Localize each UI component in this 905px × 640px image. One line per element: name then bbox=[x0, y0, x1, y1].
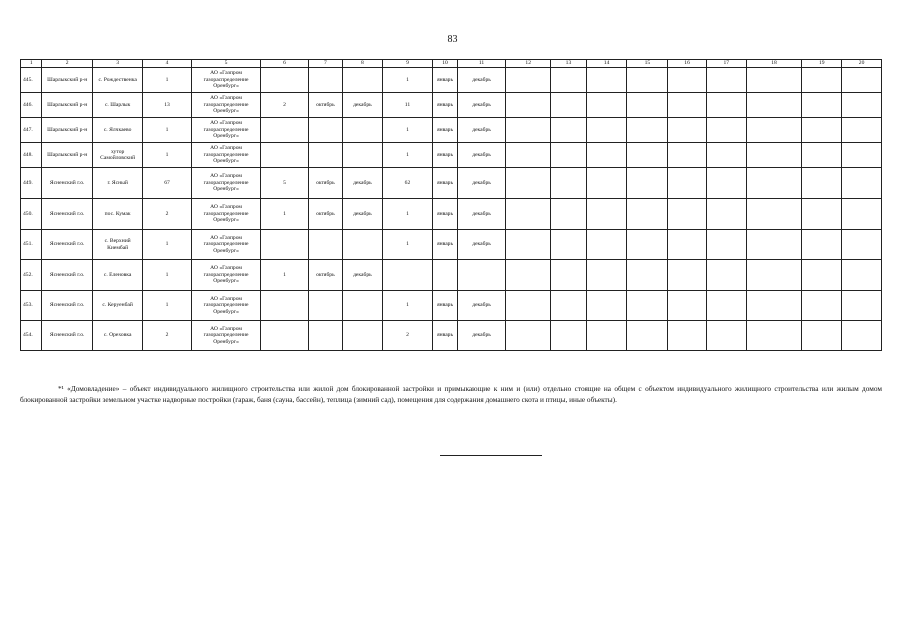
col8-cell bbox=[343, 68, 383, 93]
col11-cell: декабрь bbox=[457, 321, 505, 351]
header-cell: 18 bbox=[746, 60, 802, 68]
col11-cell: декабрь bbox=[457, 199, 505, 230]
quantity-cell: 13 bbox=[143, 93, 191, 118]
col10-cell: январь bbox=[433, 199, 458, 230]
settlement-cell: с. Верхний Киембай bbox=[92, 230, 142, 260]
header-cell: 1 bbox=[21, 60, 42, 68]
empty-cell bbox=[842, 68, 882, 93]
table-row bbox=[21, 118, 882, 143]
organization-cell: АО «Газпром газораспределение Оренбург» bbox=[191, 168, 261, 199]
empty-cell bbox=[506, 321, 551, 351]
empty-cell bbox=[706, 143, 746, 168]
empty-cell bbox=[802, 143, 842, 168]
table-row bbox=[21, 199, 882, 230]
empty-cell bbox=[706, 230, 746, 260]
district-cell: Ясненский г.о. bbox=[42, 260, 92, 291]
empty-cell bbox=[746, 321, 802, 351]
table-row bbox=[21, 168, 882, 199]
col6-cell bbox=[261, 321, 308, 351]
empty-cell bbox=[627, 168, 668, 199]
table-row bbox=[21, 291, 882, 321]
header-cell: 12 bbox=[506, 60, 551, 68]
empty-cell bbox=[842, 143, 882, 168]
footnote bbox=[20, 383, 882, 405]
empty-cell bbox=[802, 230, 842, 260]
row-number: 452. bbox=[21, 260, 42, 291]
col8-cell bbox=[343, 118, 383, 143]
empty-cell bbox=[746, 93, 802, 118]
settlement-cell: с. Еленовка bbox=[92, 260, 142, 291]
header-cell: 14 bbox=[586, 60, 627, 68]
col6-cell bbox=[261, 230, 308, 260]
quantity-cell: 2 bbox=[143, 199, 191, 230]
footnote-text: *¹ «Домовладение» – объект индивидуального жилищного строительства или жилой дом блокированной застройки и примыкающие к ним и (или) отдельно стоящие на общем с объектом индивидуального жилищного строительства или жилым домом блокированной застройки земельном участке надворные постройки (гараж, баня (сауна, бассейн), теплица (зимний сад), помещения для содержания домашнего скота и птицы, иные объекты). bbox=[20, 384, 882, 404]
empty-cell bbox=[802, 168, 842, 199]
empty-cell bbox=[746, 143, 802, 168]
col7-cell bbox=[308, 118, 342, 143]
col8-cell bbox=[343, 291, 383, 321]
col10-cell: январь bbox=[433, 68, 458, 93]
col8-cell bbox=[343, 321, 383, 351]
row-number: 450. bbox=[21, 199, 42, 230]
district-cell: Ясненский г.о. bbox=[42, 199, 92, 230]
col7-cell bbox=[308, 321, 342, 351]
settlement-cell: хутор Самойловский bbox=[92, 143, 142, 168]
empty-cell bbox=[706, 199, 746, 230]
col7-cell: октябрь bbox=[308, 260, 342, 291]
empty-cell bbox=[506, 291, 551, 321]
empty-cell bbox=[668, 230, 707, 260]
empty-cell bbox=[842, 291, 882, 321]
header-cell: 4 bbox=[143, 60, 191, 68]
row-number: 447. bbox=[21, 118, 42, 143]
col9-cell: 1 bbox=[382, 291, 432, 321]
col8-cell: декабрь bbox=[343, 199, 383, 230]
table-row bbox=[21, 93, 882, 118]
empty-cell bbox=[586, 199, 627, 230]
empty-cell bbox=[586, 118, 627, 143]
header-cell: 7 bbox=[308, 60, 342, 68]
empty-cell bbox=[706, 260, 746, 291]
empty-cell bbox=[586, 143, 627, 168]
header-cell: 19 bbox=[802, 60, 842, 68]
row-number: 449. bbox=[21, 168, 42, 199]
empty-cell bbox=[506, 230, 551, 260]
col8-cell: декабрь bbox=[343, 93, 383, 118]
empty-cell bbox=[842, 321, 882, 351]
closing-rule bbox=[440, 455, 542, 456]
table-row bbox=[21, 260, 882, 291]
settlement-cell: с. Шарлык bbox=[92, 93, 142, 118]
empty-cell bbox=[802, 93, 842, 118]
col10-cell: январь bbox=[433, 230, 458, 260]
empty-cell bbox=[586, 291, 627, 321]
col7-cell bbox=[308, 291, 342, 321]
col6-cell bbox=[261, 291, 308, 321]
empty-cell bbox=[746, 291, 802, 321]
col8-cell bbox=[343, 143, 383, 168]
col11-cell bbox=[457, 260, 505, 291]
district-cell: Шарлыкский р-н bbox=[42, 118, 92, 143]
col6-cell: 5 bbox=[261, 168, 308, 199]
empty-cell bbox=[746, 68, 802, 93]
empty-cell bbox=[842, 168, 882, 199]
organization-cell: АО «Газпром газораспределение Оренбург» bbox=[191, 118, 261, 143]
district-cell: Шарлыкский р-н bbox=[42, 68, 92, 93]
empty-cell bbox=[627, 260, 668, 291]
col6-cell bbox=[261, 68, 308, 93]
empty-cell bbox=[706, 321, 746, 351]
empty-cell bbox=[506, 93, 551, 118]
empty-cell bbox=[802, 321, 842, 351]
organization-cell: АО «Газпром газораспределение Оренбург» bbox=[191, 68, 261, 93]
col11-cell: декабрь bbox=[457, 143, 505, 168]
empty-cell bbox=[842, 118, 882, 143]
settlement-cell: г. Ясный bbox=[92, 168, 142, 199]
empty-cell bbox=[802, 68, 842, 93]
col11-cell: декабрь bbox=[457, 93, 505, 118]
col6-cell: 1 bbox=[261, 199, 308, 230]
empty-cell bbox=[802, 291, 842, 321]
row-number: 453. bbox=[21, 291, 42, 321]
col10-cell: январь bbox=[433, 291, 458, 321]
col8-cell bbox=[343, 230, 383, 260]
organization-cell: АО «Газпром газораспределение Оренбург» bbox=[191, 291, 261, 321]
quantity-cell: 1 bbox=[143, 260, 191, 291]
empty-cell bbox=[627, 143, 668, 168]
quantity-cell: 2 bbox=[143, 321, 191, 351]
table-row bbox=[21, 230, 882, 260]
col9-cell bbox=[382, 260, 432, 291]
empty-cell bbox=[746, 230, 802, 260]
col9-cell: 1 bbox=[382, 230, 432, 260]
empty-cell bbox=[586, 68, 627, 93]
header-row bbox=[21, 60, 882, 68]
empty-cell bbox=[586, 93, 627, 118]
header-cell: 11 bbox=[457, 60, 505, 68]
col6-cell bbox=[261, 143, 308, 168]
header-cell: 5 bbox=[191, 60, 261, 68]
col8-cell: декабрь bbox=[343, 260, 383, 291]
empty-cell bbox=[551, 291, 586, 321]
empty-cell bbox=[802, 199, 842, 230]
empty-cell bbox=[746, 118, 802, 143]
row-number: 448. bbox=[21, 143, 42, 168]
col10-cell: январь bbox=[433, 143, 458, 168]
empty-cell bbox=[586, 230, 627, 260]
col11-cell: декабрь bbox=[457, 230, 505, 260]
col9-cell: 11 bbox=[382, 93, 432, 118]
col7-cell bbox=[308, 143, 342, 168]
empty-cell bbox=[506, 168, 551, 199]
quantity-cell: 67 bbox=[143, 168, 191, 199]
district-cell: Шарлыкский р-н bbox=[42, 93, 92, 118]
header-cell: 13 bbox=[551, 60, 586, 68]
empty-cell bbox=[668, 143, 707, 168]
header-cell: 10 bbox=[433, 60, 458, 68]
settlement-cell: с. Керуенбай bbox=[92, 291, 142, 321]
col9-cell: 1 bbox=[382, 68, 432, 93]
empty-cell bbox=[668, 118, 707, 143]
col7-cell bbox=[308, 230, 342, 260]
col10-cell bbox=[433, 260, 458, 291]
empty-cell bbox=[506, 68, 551, 93]
empty-cell bbox=[551, 118, 586, 143]
organization-cell: АО «Газпром газораспределение Оренбург» bbox=[191, 321, 261, 351]
header-cell: 3 bbox=[92, 60, 142, 68]
settlement-cell: с. Ореховка bbox=[92, 321, 142, 351]
col11-cell: декабрь bbox=[457, 68, 505, 93]
empty-cell bbox=[586, 168, 627, 199]
empty-cell bbox=[627, 68, 668, 93]
col6-cell: 2 bbox=[261, 93, 308, 118]
empty-cell bbox=[706, 68, 746, 93]
empty-cell bbox=[506, 260, 551, 291]
header-cell: 20 bbox=[842, 60, 882, 68]
empty-cell bbox=[842, 93, 882, 118]
district-cell: Ясненский г.о. bbox=[42, 230, 92, 260]
settlement-cell: с. Ялчкаево bbox=[92, 118, 142, 143]
col9-cell: 1 bbox=[382, 118, 432, 143]
empty-cell bbox=[551, 260, 586, 291]
empty-cell bbox=[551, 143, 586, 168]
empty-cell bbox=[586, 321, 627, 351]
row-number: 454. bbox=[21, 321, 42, 351]
empty-cell bbox=[802, 118, 842, 143]
col7-cell: октябрь bbox=[308, 168, 342, 199]
empty-cell bbox=[668, 168, 707, 199]
district-cell: Ясненский г.о. bbox=[42, 168, 92, 199]
col7-cell: октябрь bbox=[308, 93, 342, 118]
empty-cell bbox=[551, 230, 586, 260]
col7-cell bbox=[308, 68, 342, 93]
empty-cell bbox=[551, 199, 586, 230]
quantity-cell: 1 bbox=[143, 118, 191, 143]
col9-cell: 2 bbox=[382, 321, 432, 351]
empty-cell bbox=[668, 321, 707, 351]
header-cell: 9 bbox=[382, 60, 432, 68]
empty-cell bbox=[706, 93, 746, 118]
gasification-schedule-table bbox=[20, 59, 882, 351]
empty-cell bbox=[668, 68, 707, 93]
empty-cell bbox=[706, 168, 746, 199]
empty-cell bbox=[802, 260, 842, 291]
col11-cell: декабрь bbox=[457, 168, 505, 199]
empty-cell bbox=[746, 199, 802, 230]
empty-cell bbox=[842, 260, 882, 291]
district-cell: Ясненский г.о. bbox=[42, 321, 92, 351]
header-cell: 17 bbox=[706, 60, 746, 68]
empty-cell bbox=[551, 321, 586, 351]
district-cell: Ясненский г.о. bbox=[42, 291, 92, 321]
col6-cell bbox=[261, 118, 308, 143]
header-cell: 16 bbox=[668, 60, 707, 68]
row-number: 445. bbox=[21, 68, 42, 93]
empty-cell bbox=[627, 230, 668, 260]
header-cell: 8 bbox=[343, 60, 383, 68]
settlement-cell: пос. Кумак bbox=[92, 199, 142, 230]
col9-cell: 1 bbox=[382, 143, 432, 168]
empty-cell bbox=[668, 93, 707, 118]
empty-cell bbox=[668, 260, 707, 291]
col6-cell: 1 bbox=[261, 260, 308, 291]
organization-cell: АО «Газпром газораспределение Оренбург» bbox=[191, 143, 261, 168]
empty-cell bbox=[627, 93, 668, 118]
col10-cell: январь bbox=[433, 321, 458, 351]
header-cell: 15 bbox=[627, 60, 668, 68]
empty-cell bbox=[746, 168, 802, 199]
col10-cell: январь bbox=[433, 93, 458, 118]
empty-cell bbox=[551, 68, 586, 93]
empty-cell bbox=[506, 118, 551, 143]
empty-cell bbox=[842, 199, 882, 230]
row-number: 451. bbox=[21, 230, 42, 260]
organization-cell: АО «Газпром газораспределение Оренбург» bbox=[191, 93, 261, 118]
empty-cell bbox=[506, 143, 551, 168]
empty-cell bbox=[551, 93, 586, 118]
col9-cell: 62 bbox=[382, 168, 432, 199]
organization-cell: АО «Газпром газораспределение Оренбург» bbox=[191, 260, 261, 291]
district-cell: Шарлыкский р-н bbox=[42, 143, 92, 168]
empty-cell bbox=[551, 168, 586, 199]
col7-cell: октябрь bbox=[308, 199, 342, 230]
empty-cell bbox=[842, 230, 882, 260]
settlement-cell: с. Рождественка bbox=[92, 68, 142, 93]
empty-cell bbox=[668, 199, 707, 230]
col9-cell: 1 bbox=[382, 199, 432, 230]
table-row bbox=[21, 143, 882, 168]
empty-cell bbox=[746, 260, 802, 291]
quantity-cell: 1 bbox=[143, 230, 191, 260]
table-row bbox=[21, 68, 882, 93]
table-row bbox=[21, 321, 882, 351]
col11-cell: декабрь bbox=[457, 291, 505, 321]
header-cell: 2 bbox=[42, 60, 92, 68]
empty-cell bbox=[627, 321, 668, 351]
empty-cell bbox=[627, 118, 668, 143]
col8-cell: декабрь bbox=[343, 168, 383, 199]
quantity-cell: 1 bbox=[143, 68, 191, 93]
col11-cell: декабрь bbox=[457, 118, 505, 143]
col10-cell: январь bbox=[433, 118, 458, 143]
empty-cell bbox=[627, 199, 668, 230]
empty-cell bbox=[506, 199, 551, 230]
quantity-cell: 1 bbox=[143, 143, 191, 168]
organization-cell: АО «Газпром газораспределение Оренбург» bbox=[191, 199, 261, 230]
organization-cell: АО «Газпром газораспределение Оренбург» bbox=[191, 230, 261, 260]
quantity-cell: 1 bbox=[143, 291, 191, 321]
empty-cell bbox=[627, 291, 668, 321]
empty-cell bbox=[706, 291, 746, 321]
empty-cell bbox=[706, 118, 746, 143]
col10-cell: январь bbox=[433, 168, 458, 199]
empty-cell bbox=[586, 260, 627, 291]
header-cell: 6 bbox=[261, 60, 308, 68]
row-number: 446. bbox=[21, 93, 42, 118]
empty-cell bbox=[668, 291, 707, 321]
page-number: 83 bbox=[447, 34, 458, 45]
